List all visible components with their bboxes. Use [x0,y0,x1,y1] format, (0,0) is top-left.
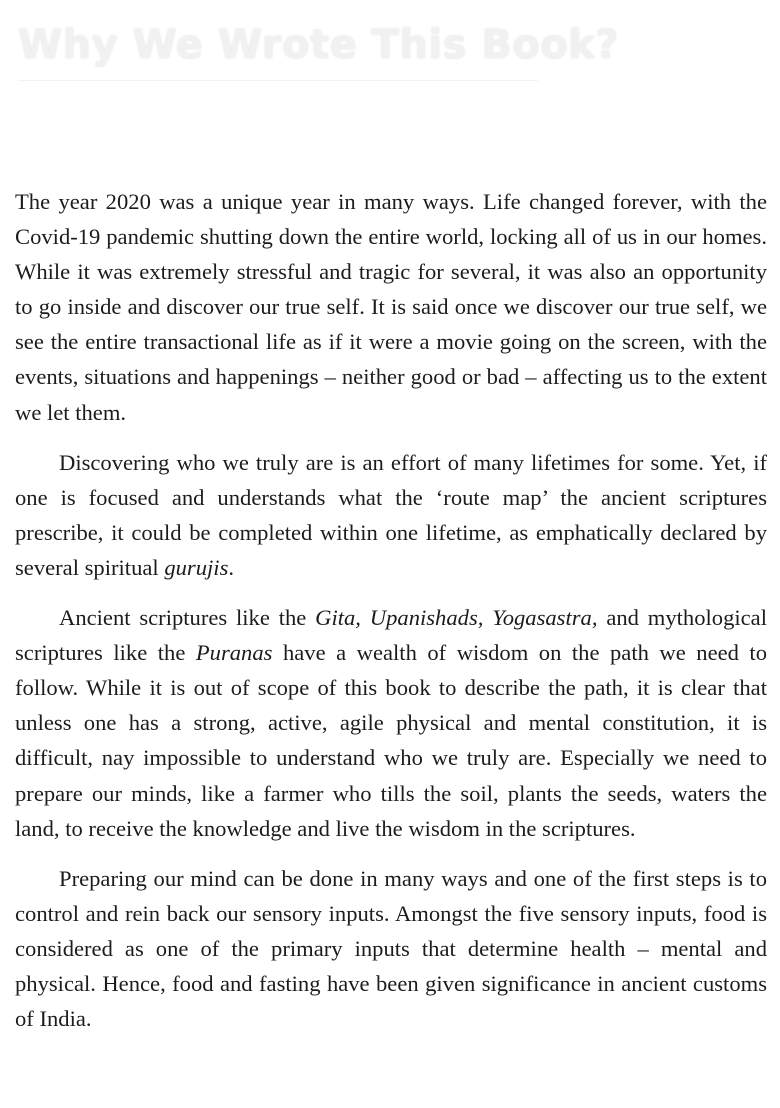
paragraph-1-text: The year 2020 was a unique year in many ways. Life changed forever, with the Covid-19 pandemic shutting down the entire world, locking all of us in our homes. While it was extremely stressful and tragic for several, it was also an opportunity to go inside and discover our true self. It is said once we discover our true self, we see the entire transactional life as if it were a movie going on the screen, with the events, situations and happenings – neither good or bad – affecting us to the extent we let them. [15,189,767,425]
italic-scripture-titles: Gita, Upanishads, Yogasastra, [315,605,598,631]
italic-term-puranas: Puranas [195,640,273,666]
paragraph-1 [15,184,767,430]
paragraph-3 [15,600,767,846]
paragraph-3-text-mid: and mythological scriptures like the [15,605,767,666]
paragraph-4 [15,861,767,1036]
paragraph-3-text-end: have a wealth of wisdom on the path we need to follow. While it is out of scope of this book to describe the path, it is clear that unless one has a strong, active, agile physical and mental constitution, it is difficult, nay impossible to understand who we truly are. Especially we need to prepare our minds, like a farmer who tills the soil, plants the seeds, waters the land, to receive the knowledge and live the wisdom in the scriptures. [15,640,768,841]
paragraph-3-text-start: Ancient scriptures like the [59,605,316,631]
title-divider [18,80,538,81]
paragraph-2-text: Discovering who we truly are is an effort of many lifetimes for some. Yet, if one is focused and understands what the ‘route map’ the ancient scriptures prescribe, it could be completed within one lifetime, as emphatically declared by several spiritual [15,449,767,580]
paragraph-2 [15,445,767,585]
italic-term-gurujis: gurujis [164,554,229,580]
paragraph-2-end: . [228,554,235,580]
chapter-title: Why We Wrote This Book? [18,22,620,68]
chapter-body [15,184,767,1051]
paragraph-4-text: Preparing our mind can be done in many ways and one of the first steps is to control and rein back our sensory inputs. Amongst the five sensory inputs, food is considered as one of the primary inputs that determine health – mental and physical. Hence, food and fasting have been given significance in ancient customs of India. [15,865,767,1032]
